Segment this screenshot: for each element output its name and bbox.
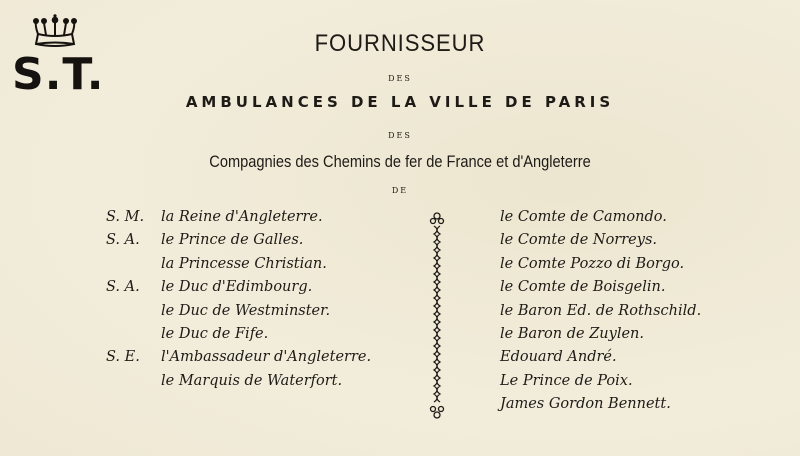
title-abbrev: S. M. [106, 209, 145, 225]
patron-list-right [500, 206, 780, 417]
page-title: FOURNISSEUR [314, 30, 486, 57]
list-item [106, 323, 426, 346]
connector-des-1: DES [388, 74, 412, 83]
patron-name: le Duc de Westminster. [161, 302, 331, 319]
list-item: le Comte de Boisgelin. [500, 279, 666, 296]
ambulances-heading: AMBULANCES DE LA VILLE DE PARIS [185, 93, 615, 111]
list-item: le Baron de Zuylen. [500, 325, 644, 342]
st-logo [10, 14, 105, 104]
patron-list-left [106, 206, 426, 393]
patron-name: le Marquis de Waterfort. [161, 372, 343, 389]
list-item: le Baron Ed. de Rothschild. [500, 302, 702, 319]
list-item [106, 346, 426, 369]
list-item [106, 253, 426, 276]
list-item: le Comte de Norreys. [500, 232, 657, 249]
list-item: Edouard André. [500, 349, 617, 366]
connector-de: DE [391, 186, 409, 195]
chain-ornament-icon [427, 212, 447, 420]
title-abbrev: S. A. [106, 279, 140, 296]
patron-name: le Prince de Galles. [161, 232, 304, 249]
list-item [106, 206, 426, 229]
railway-heading: Compagnies des Chemins de fer de France et d'Angleterre [209, 152, 591, 171]
title-abbrev: S. A. [106, 232, 140, 249]
list-item [106, 300, 426, 323]
monogram: S.T. [12, 49, 105, 100]
connector-des-2: DES [388, 131, 412, 140]
list-item [106, 276, 426, 299]
patron-name: le Duc d'Edimbourg. [161, 279, 313, 296]
patron-name: la Reine d'Angleterre. [161, 209, 323, 225]
list-item: James Gordon Bennett. [500, 396, 671, 413]
title-abbrev: S. E. [106, 349, 140, 366]
patron-name: l'Ambassadeur d'Angleterre. [161, 349, 372, 366]
patron-name: la Princesse Christian. [161, 255, 327, 272]
list-item: le Comte Pozzo di Borgo. [500, 255, 685, 272]
list-item: Le Prince de Poix. [500, 372, 633, 389]
patron-name: le Duc de Fife. [161, 325, 269, 342]
list-item [106, 370, 426, 393]
list-item: le Comte de Camondo. [500, 209, 667, 225]
list-item [106, 229, 426, 252]
